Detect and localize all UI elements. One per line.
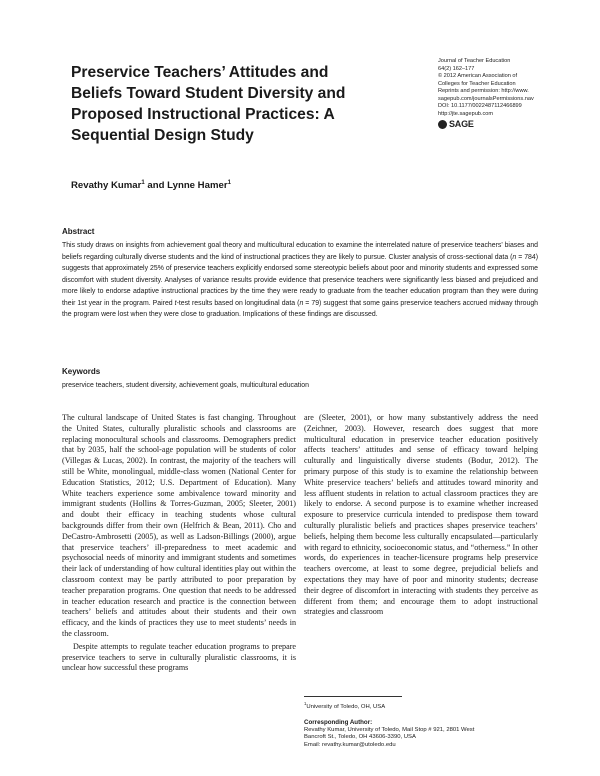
abstract-text-part: This study draws on insights from achievement goal theory and multicultural education to examine the interrelated nature of preservice teachers’ biases and beliefs regarding culturally diverse students and the kind of instructional practices they are likely to pursue. Cluster analysis of cross-sectional data ( <box>62 242 538 261</box>
affiliation-mark: 1 <box>304 701 307 706</box>
corresponding-author-address: Bancroft St., Toledo, OH 43606-3390, USA <box>304 734 416 741</box>
copyright-line-2: Colleges for Teacher Education <box>438 80 516 87</box>
paper-title: Preservice Teachers’ Attitudes and Beliefs Toward Student Diversity and Proposed Instructional Practices: A Sequential Design Study <box>71 64 346 144</box>
journal-volume: 64(2) 162–177 <box>438 65 475 72</box>
doi-line[interactable]: DOI: 10.1177/0022487112466899 <box>438 103 522 109</box>
body-column-left <box>62 413 296 674</box>
abstract-body <box>62 240 538 321</box>
abstract-text-part: -test results based on longitudinal data ( <box>176 299 300 307</box>
body-paragraph: The cultural landscape of United States is fast changing. Throughout the United States, culturally pluralistic schools and classrooms are replacing monocultural schools and classrooms. Demographers predict that by 2035, half the school-age population will be students of color (Villegas & Lucas, 2002). In contrast, the majority of the teachers will still be White, monolingual, middle-class women (National Center for Education Statistics, 2012; U.S. Department of Education). Many White teachers experience some ambivalence toward minority and immigrant students (Hollins & Torres-Guzman, 2005; Sleeter, 2001) and doubt their efficacy in teaching students whose cultural backgrounds differ from their own (Helfrich & Bean, 2011). Cho and DeCastro-Ambrosetti (2005), as well as Ladson-Billings (2000), argue that preservice teachers’ ill-preparedness to meet academic and psychosocial needs of minority and immigrant students and sometimes their lack of understanding of how cultural identities play out within the classroom context may be partly attributed to poor preparation by teacher preparation programs. One question that needs to be addressed in teacher education research and practice is the connection between teachers’ beliefs and attitudes about their students and their own efficacy, and the kinds of practices they use to meet students’ needs in the classroom. <box>62 413 296 638</box>
body-column-right <box>304 413 538 618</box>
abstract-text-part: = 784) suggests that approximately 25% of preservice teachers explicitly endorsed some stereotypic beliefs about poor and minority students and expressed some discomfort with student diversity. Analyses of variance results provide evidence that preservice teachers were significantly less biased and prejudiced and more likely to endorse adaptive instructional practices by the time they were ready to graduate from the teacher education program than they were during their 1st year in the program. Paired <box>62 253 538 307</box>
affiliation-footnote <box>304 700 540 712</box>
reprints-line[interactable]: Reprints and permission: http://www. <box>438 88 529 94</box>
corresponding-author-line: Revathy Kumar, University of Toledo, Mail Stop # 921, 2801 West <box>304 726 475 733</box>
abstract-text-part: = 79) suggest that some gains preservice teachers accrued midway through the program were lost when they were close to graduation. Implications of these findings are discussed. <box>62 299 538 318</box>
permissions-link[interactable]: sagepub.com/journalsPermissions.nav <box>438 95 534 102</box>
abstract-heading: Abstract <box>62 227 95 236</box>
sage-logo-icon <box>438 120 447 129</box>
affiliation-text: University of Toledo, OH, USA <box>306 703 386 710</box>
author-name: Revathy Kumar <box>71 180 142 192</box>
corresponding-author-heading: Corresponding Author: <box>304 718 373 726</box>
copyright-line: © 2012 American Association of <box>438 73 518 79</box>
journal-name: Journal of Teacher Education <box>438 58 511 64</box>
affiliation-mark: 1 <box>227 180 231 186</box>
corresponding-author-email[interactable]: Email: revathy.kumar@utoledo.edu <box>304 742 396 749</box>
body-paragraph: Despite attempts to regulate teacher education programs to prepare preservice teachers to serve in culturally pluralistic classrooms, it is unclear how successful these programs <box>62 641 296 673</box>
author-name: Lynne Hamer <box>167 180 228 192</box>
sage-logo-text: SAGE <box>449 119 474 129</box>
author-separator: and <box>144 180 168 192</box>
footnote <box>304 700 540 750</box>
abstract-stat-symbol: n <box>299 299 304 307</box>
publisher-logo <box>438 119 578 129</box>
abstract-stat-symbol: t <box>174 299 177 307</box>
keywords-list: preservice teachers, student diversity, achievement goals, multicultural education <box>62 382 309 389</box>
journal-info <box>438 58 578 129</box>
keywords-heading: Keywords <box>62 367 101 376</box>
journal-url[interactable]: http://jte.sagepub.com <box>438 110 494 117</box>
body-paragraph: are (Sleeter, 2001), or how many substantively address the need (Zeichner, 2003). However, research does suggest that more multicultural education in preservice teacher education positively affects teachers’ attitudes and sense of efficacy toward helping culturally and linguistically diverse students (Bodur, 2012). The primary purpose of this study is to examine the relationship between White preservice teachers’ beliefs and attitudes toward minority and less affluent students in relation to actual classroom practices they are likely to endorse. A second purpose is to examine whether increased exposure to preservice curricula intended to predispose them toward culturally pluralistic beliefs and practices shapes preservice teachers’ beliefs, helping them become less culturally encapsulated—particularly with regard to ethnicity, socioeconomic status, and “otherness.” In other words, do experiences in teacher-licensure programs help preservice teachers overcome, at least to some degree, prejudicial beliefs and expectations they may have of poor and minority students; decrease their degree of discomfort in interacting with students they perceive as different from them; and encourage them to adopt instructional strategies and classroom <box>304 413 538 617</box>
footnote-divider <box>304 696 402 697</box>
abstract-stat-symbol: n <box>512 253 517 261</box>
author-line <box>71 180 231 191</box>
affiliation-mark: 1 <box>141 180 145 186</box>
